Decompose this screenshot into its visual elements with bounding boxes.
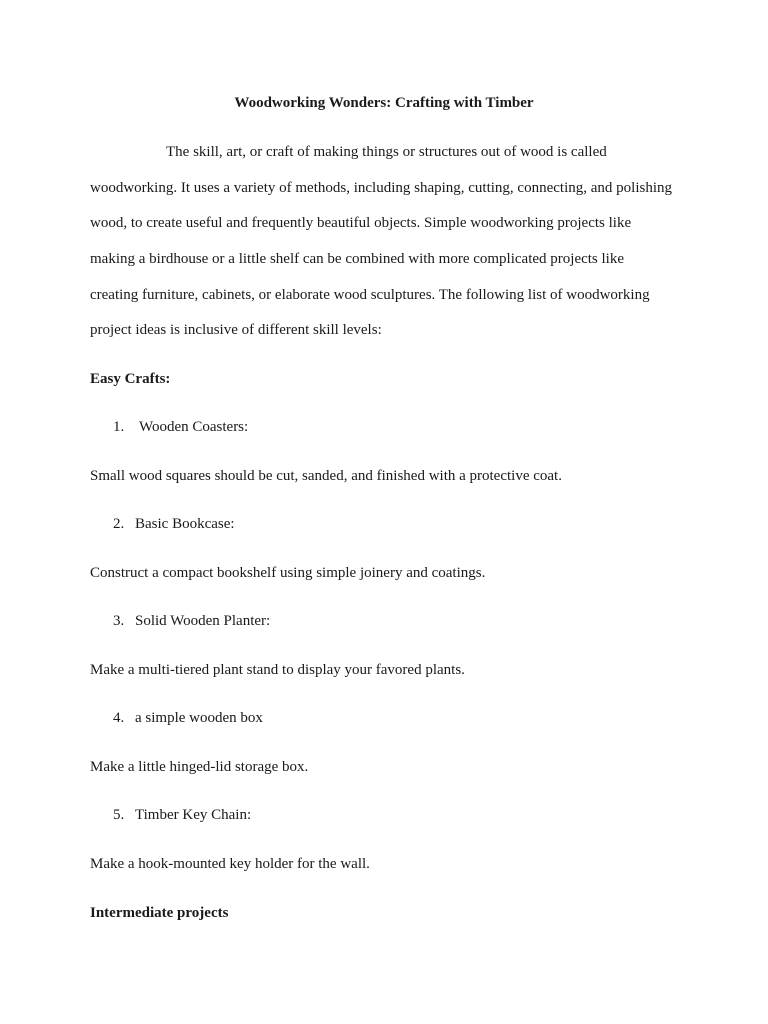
list-item-number: 3. (113, 613, 125, 629)
list-item-number: 1. (113, 419, 125, 435)
list-item-description: Small wood squares should be cut, sanded, and finished with a protective coat. (90, 468, 562, 484)
list-item-description: Make a hook-mounted key holder for the wall. (90, 856, 370, 872)
list-item-label: Basic Bookcase: (135, 516, 235, 532)
list-item (113, 417, 248, 437)
list-item (113, 611, 270, 631)
document-title: Woodworking Wonders: Crafting with Timber (234, 95, 534, 111)
list-item-description: Make a little hinged-lid storage box. (90, 759, 309, 775)
intro-line: The skill, art, or craft of making things or structures out of wood is called (166, 144, 607, 160)
list-item-label: Wooden Coasters: (139, 419, 249, 435)
list-item (113, 805, 251, 825)
list-item-description: Make a multi-tiered plant stand to display your favored plants. (90, 662, 465, 678)
list-item-label: Timber Key Chain: (135, 807, 252, 823)
list-item-label: a simple wooden box (135, 710, 263, 726)
intermediate-projects-heading: Intermediate projects (90, 905, 229, 921)
list-item-number: 2. (113, 516, 125, 532)
list-item-number: 4. (113, 710, 125, 726)
intro-line: making a birdhouse or a little shelf can be combined with more complicated projects like (90, 251, 625, 267)
list-item-number: 5. (113, 807, 125, 823)
intro-line: wood, to create useful and frequently beautiful objects. Simple woodworking projects like (90, 215, 632, 231)
intro-line: project ideas is inclusive of different skill levels: (90, 322, 382, 338)
list-item-description: Construct a compact bookshelf using simple joinery and coatings. (90, 565, 486, 581)
list-item-label: Solid Wooden Planter: (135, 613, 271, 629)
list-item (113, 708, 263, 728)
intro-line: woodworking. It uses a variety of methods, including shaping, cutting, connecting, and polishing (90, 180, 672, 196)
easy-crafts-heading: Easy Crafts: (90, 371, 171, 387)
list-item (113, 514, 235, 534)
intro-line: creating furniture, cabinets, or elaborate wood sculptures. The following list of woodworking (90, 287, 650, 303)
